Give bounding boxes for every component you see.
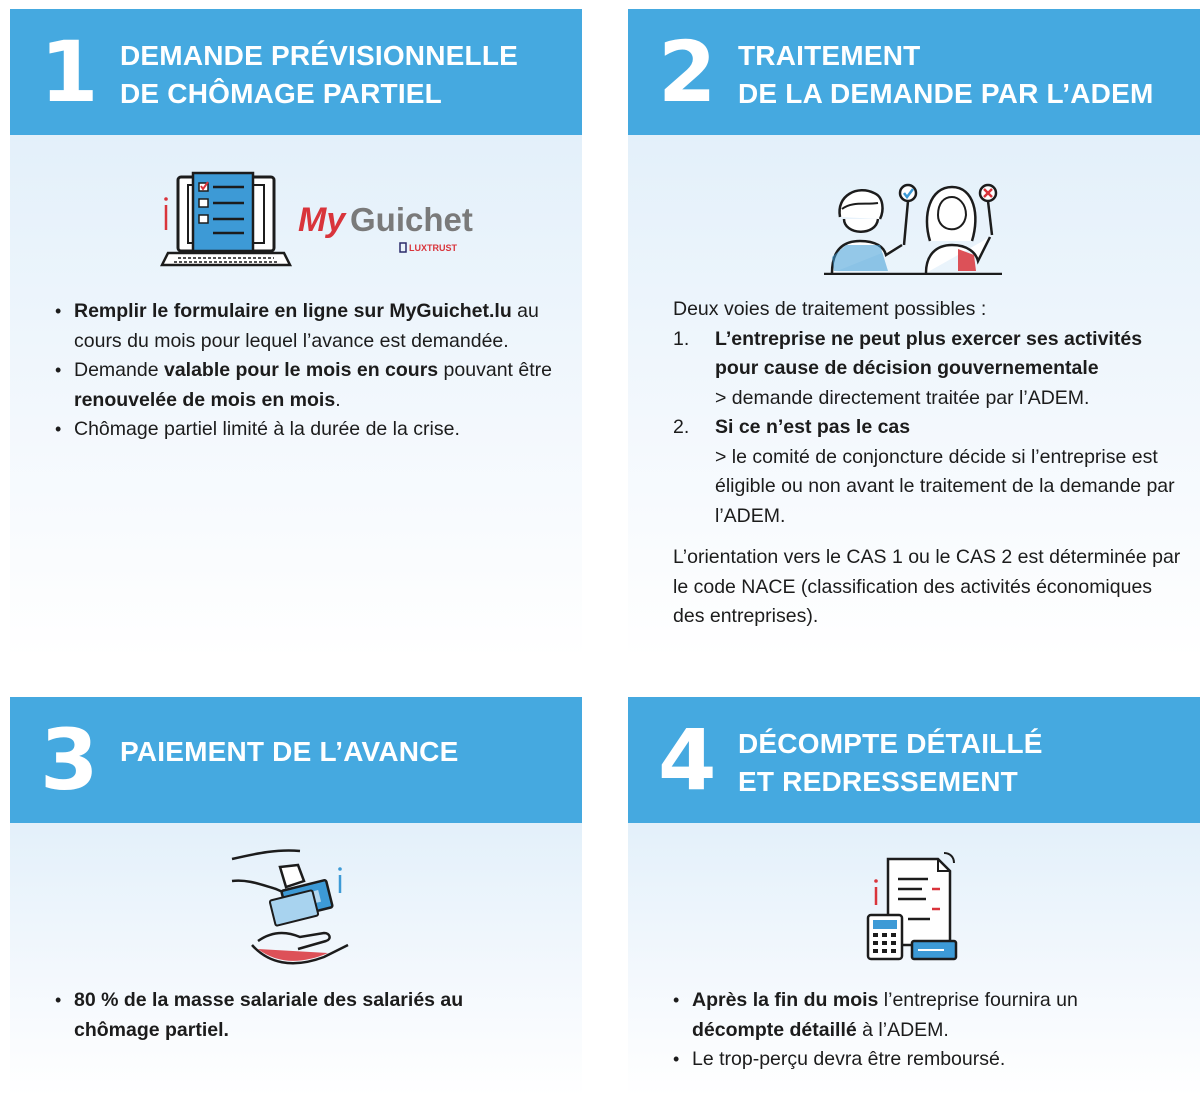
step-number: 1 (40, 23, 99, 121)
step-card-2 (628, 9, 1200, 659)
list-item: 1. L’entreprise ne peut plus exercer ses activités pour cause de décision gouvernementale > demande directement traitée par l’ADEM. (673, 327, 1143, 409)
step-body (628, 135, 1200, 659)
list-item: • Après la fin du mois l’entreprise fournira un décompte détaillé à l’ADEM. (670, 986, 1170, 1045)
outro-text: L’orientation vers le CAS 1 ou le CAS 2 est déterminée par le code NACE (classification des activités économiques des entreprises). (673, 546, 1181, 627)
step-title: PAIEMENT DE L’AVANCE (120, 736, 459, 767)
step-card-4 (628, 697, 1200, 1097)
logo-guichet: Guichet (350, 201, 473, 238)
step-number: 3 (40, 711, 99, 809)
step-title: DEMANDE PRÉVISIONNELLE DE CHÔMAGE PARTIEL (120, 40, 518, 109)
list-item: • Chômage partiel limité à la durée de la crise. (52, 415, 562, 445)
step-title: TRAITEMENT DE LA DEMANDE PAR L’ADEM (738, 40, 1154, 109)
two-people-voting-icon (818, 175, 1008, 275)
step-card-1 (10, 9, 582, 659)
logo-luxtrust: LUXTRUST (409, 243, 457, 253)
logo-my: My (298, 201, 346, 239)
bullet-list (52, 986, 522, 1045)
list-item: 2. Si ce n’est pas le cas > le comité de conjoncture décide si l’entreprise est éligible ou non avant le traitement de la demande par l’ADEM. (673, 416, 1175, 527)
list-item: • Le trop-perçu devra être remboursé. (670, 1045, 1170, 1075)
step-header (628, 697, 1200, 823)
list-item: • Remplir le formulaire en ligne sur MyGuichet.lu au cours du mois pour lequel l’avance est demandée. (52, 297, 562, 356)
list-item: • 80 % de la masse salariale des salariés au chômage partiel. (52, 986, 522, 1045)
bullet-list (670, 986, 1170, 1075)
step-title: DÉCOMPTE DÉTAILLÉ ET REDRESSEMENT (738, 728, 1043, 797)
step-number: 2 (658, 23, 717, 121)
step-header (10, 697, 582, 823)
step-body (10, 823, 582, 1097)
step-header (10, 9, 582, 135)
hand-payment-icon (228, 845, 358, 971)
processing-text (673, 295, 1183, 632)
list-item: • Demande valable pour le mois en cours pouvant être renouvelée de mois en mois. (52, 356, 562, 415)
intro-text: Deux voies de traitement possibles : (673, 298, 987, 320)
step-body (628, 823, 1200, 1097)
laptop-form-icon (160, 165, 480, 275)
step-header (628, 9, 1200, 135)
step-card-3 (10, 697, 582, 1097)
step-number: 4 (658, 711, 717, 809)
step-body (10, 135, 582, 659)
bullet-list (52, 297, 562, 445)
document-calculator-icon (854, 849, 974, 969)
